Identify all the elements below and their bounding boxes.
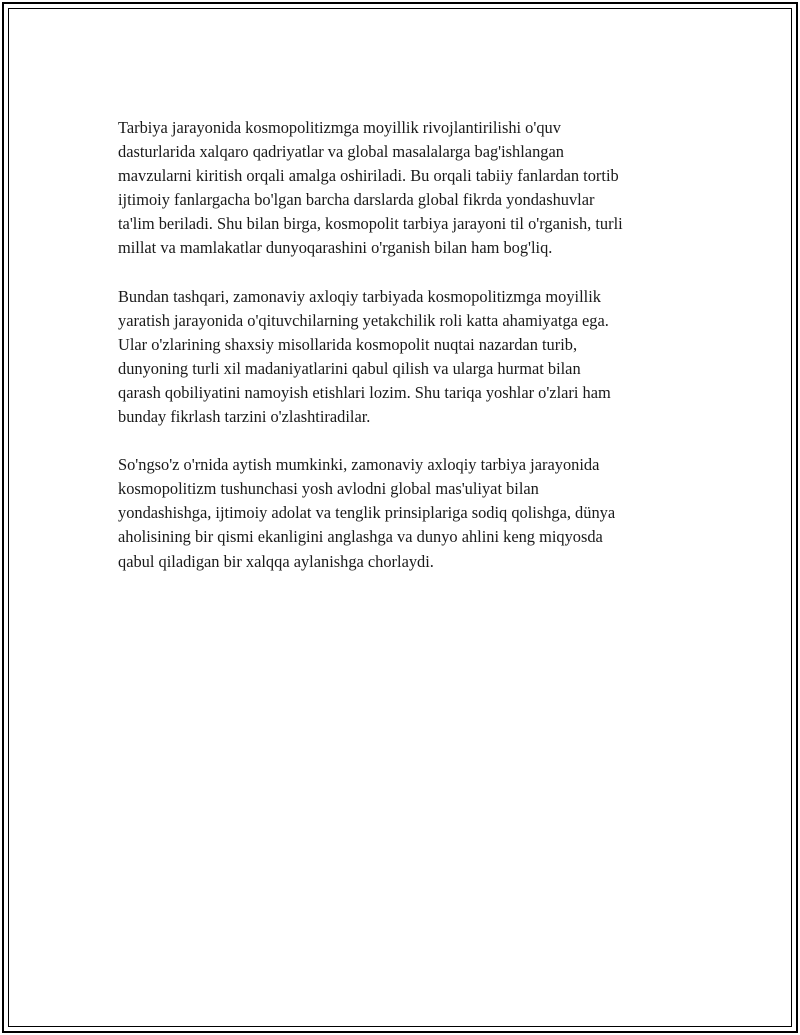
- text-line: ta'lim beriladi. Shu bilan birga, kosmopolit tarbiya jarayoni til o'rganish, turli: [118, 214, 623, 234]
- paragraph-1: [118, 116, 698, 261]
- text-line: millat va mamlakatlar dunyoqarashini o'rganish bilan ham bog'liq.: [118, 238, 553, 258]
- text-line: Tarbiya jarayonida kosmopolitizmga moyillik rivojlantirilishi o'quv: [118, 118, 561, 137]
- paragraph-2: [118, 285, 698, 430]
- document-body: [118, 116, 698, 598]
- text-line: kosmopolitizm tushunchasi yosh avlodni global mas'uliyat bilan: [118, 479, 539, 499]
- text-line: yondashishga, ijtimoiy adolat va tenglik prinsiplariga sodiq qolishga, dünya: [118, 503, 616, 523]
- text-line: dunyoning turli xil madaniyatlarini qabul qilish va ularga hurmat bilan: [118, 358, 581, 378]
- text-line: So'ngso'z o'rnida aytish mumkinki, zamonaviy axloqiy tarbiya jarayonida: [118, 455, 600, 475]
- text-line: qabul qiladigan bir xalqqa aylanishga chorlaydi.: [118, 551, 434, 571]
- text-line: aholisining bir qismi ekanligini anglashga va dunyo ahlini keng miqyosda: [118, 527, 603, 547]
- paragraph-3: [118, 453, 698, 573]
- text-line: Bundan tashqari, zamonaviy axloqiy tarbiyada kosmopolitizmga moyillik: [118, 286, 601, 306]
- text-line: ijtimoiy fanlargacha bo'lgan barcha darslarda global fikrda yondashuvlar: [118, 190, 595, 210]
- text-line: dasturlarida xalqaro qadriyatlar va global masalalarga bag'ishlangan: [118, 142, 564, 162]
- text-line: qarash qobiliyatini namoyish etishlari lozim. Shu tariqa yoshlar o'zlari ham: [118, 382, 611, 402]
- text-line: yaratish jarayonida o'qituvchilarning yetakchilik roli katta ahamiyatga ega.: [118, 310, 609, 330]
- text-line: bunday fikrlash tarzini o'zlashtiradilar.: [118, 407, 371, 427]
- text-line: mavzularni kiritish orqali amalga oshiriladi. Bu orqali tabiiy fanlardan tortib: [118, 166, 619, 186]
- text-line: Ular o'zlarining shaxsiy misollarida kosmopolit nuqtai nazardan turib,: [118, 334, 578, 354]
